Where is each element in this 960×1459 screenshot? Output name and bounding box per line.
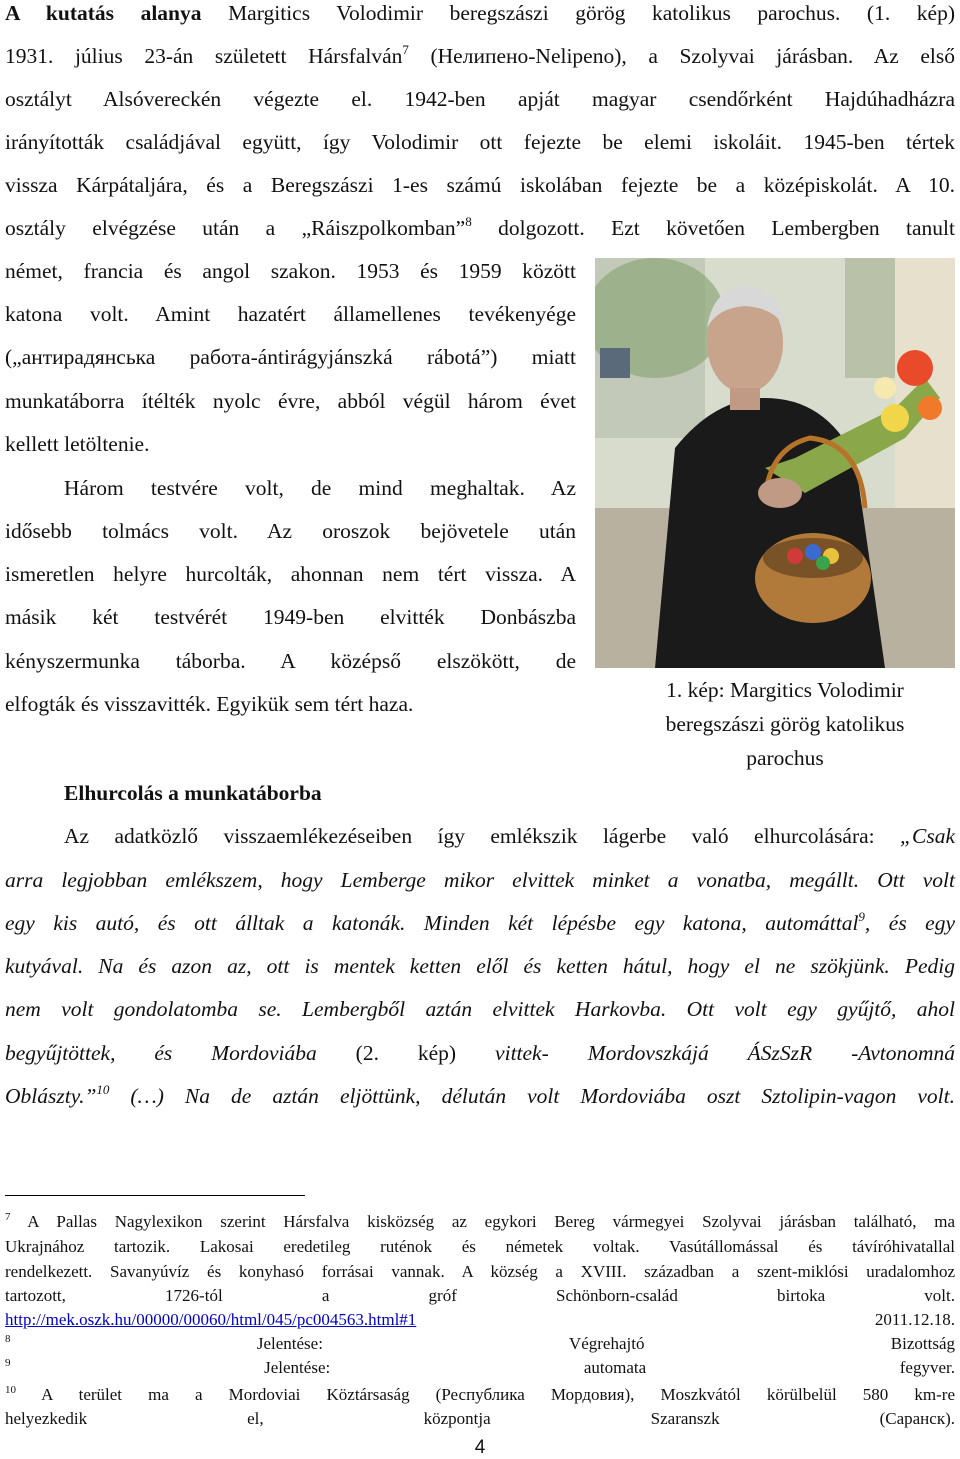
para1-line-5: vissza Kárpátaljára, és a Beregszászi 1-es számú iskolában fejezte be a középiskolát. A 10. bbox=[5, 173, 955, 197]
para3-line-1: Az adatközlő visszaemlékezéseiben így emlékszik lágerbe való elhurcolására: „Csak bbox=[64, 824, 955, 848]
footnote-separator bbox=[5, 1195, 305, 1196]
para2-line-6: elfogták és visszavitték. Egyikük sem tért haza. bbox=[5, 692, 414, 716]
footnote-9: $^9$ Jelentése: automata fegyver. bbox=[5, 1357, 955, 1377]
para2-line-1: Három testvére volt, de mind meghaltak. Az bbox=[64, 476, 576, 500]
footnote-ref-10[interactable]: 10 bbox=[96, 1082, 110, 1097]
footnote-7-line-2: Ukrajnához tartozik. Lakosai eredetileg ruténok és németek voltak. Vasútállomással és távíróhivatallal bbox=[5, 1237, 955, 1256]
para2-line-5: kényszermunka táborba. A középső elszökött, de bbox=[5, 649, 576, 673]
subject-heading: A kutatás alanya bbox=[5, 1, 202, 25]
figure-caption-line-3: parochus bbox=[746, 746, 824, 770]
para1-line-1: A kutatás alanya Margitics Volodimir beregszászi görög katolikus parochus. (1. kép) bbox=[5, 1, 955, 25]
footnote-8: $^8$ Jelentése: Végrehajtó Bizottság bbox=[5, 1333, 955, 1353]
footnote-10-line-1: $^{10}$ A terület ma a Mordoviai Köztársaság (Республика Мордовия), Moszkvától körülbelül 580 km-re bbox=[5, 1384, 955, 1404]
para3-line-7: Oblászty.”$^{10}$ (…) Na de aztán eljöttünk, délután volt Mordoviába oszt Sztolipin-vagon volt. bbox=[5, 1082, 955, 1108]
para2-line-4: másik két testvérét 1949-ben elvitték Donbászba bbox=[5, 605, 576, 629]
para1-line-2: 1931. július 23-án született Hársfalván$^7$ (Нелипено-Nelipeno), a Szolyvai járásban. Az első bbox=[5, 42, 955, 68]
footnote-7-line-3: rendelkezett. Savanyúvíz és konyhasó forrásai vannak. A község a XVIII. században a szent-miklósi uradalomhoz bbox=[5, 1262, 955, 1281]
para3-line-4: kutyával. Na és azon az, ott is mentek ketten elől és ketten hátul, hogy el ne szökjünk. Pedig bbox=[5, 954, 955, 978]
para1-line-6: osztály elvégzése után a „Ráiszpolkomban”$^8$ dolgozott. Ezt követően Lembergben tanult bbox=[5, 214, 955, 240]
portrait-photo bbox=[595, 258, 955, 668]
source-link[interactable]: http://mek.oszk.hu/00000/00060/html/045/pc004563.html#1 bbox=[5, 1310, 417, 1329]
para3-line-6: begyűjtöttek, és Mordoviába (2. kép) vittek- Mordovszkájá ÁSzSzR -Avtonomná bbox=[5, 1041, 955, 1065]
footnote-10-line-2: helyezkedik el, központja Szaranszk (Саранск). bbox=[5, 1409, 955, 1428]
figure-caption-line-2: beregszászi görög katolikus bbox=[665, 712, 905, 736]
footnote-7-line-5: http://mek.oszk.hu/00000/00060/html/045/pc004563.html#1 2011.12.18. bbox=[5, 1310, 955, 1329]
section-heading: Elhurcolás a munkatáborba bbox=[64, 781, 322, 805]
footnote-7-line-4: tartozott, 1726-tól a gróf Schönborn-család birtoka volt. bbox=[5, 1286, 955, 1305]
para2-line-2: idősebb tolmács volt. Az oroszok bejövetele után bbox=[5, 519, 576, 543]
footnote-ref-7[interactable]: 7 bbox=[402, 42, 409, 57]
para1-line-4: irányították családjával együtt, így Volodimir ott fejezte be elemi iskoláit. 1945-ben tértek bbox=[5, 130, 955, 154]
para1-line-7: német, francia és angol szakon. 1953 és 1959 között bbox=[5, 259, 576, 283]
footnote-7-line-1: $^7$ A Pallas Nagylexikon szerint Hársfalva kisközség az egykori Bereg vármegyei Szolyvai járásban található, ma bbox=[5, 1211, 955, 1231]
page-number: 4 bbox=[474, 1437, 486, 1458]
para1-line-3: osztályt Alsóvereckén végezte el. 1942-ben apját magyar csendőrként Hajdúhadházra bbox=[5, 87, 955, 111]
footnote-ref-9[interactable]: 9 bbox=[858, 909, 865, 924]
para3-line-3: egy kis autó, és ott álltak a katonák. Minden két lépésbe egy katona, automáttal$^9$, és egy bbox=[5, 909, 956, 935]
priest-with-easter-basket-image bbox=[595, 258, 955, 668]
para3-line-5: nem volt gondolatomba se. Lembergből aztán elvittek Harkovba. Ott volt egy gyűjtő, ahol bbox=[5, 997, 955, 1021]
para1-line-11: kellett letöltenie. bbox=[5, 432, 150, 456]
para2-line-3: ismeretlen helyre hurcolták, ahonnan nem tért vissza. A bbox=[5, 562, 576, 586]
para1-line-9: („антирадянська работа-ántirágyjánszká rábotá”) miatt bbox=[5, 345, 576, 369]
para1-line-8: katona volt. Amint hazatért államellenes tevékenyége bbox=[5, 302, 576, 326]
footnote-ref-8[interactable]: 8 bbox=[465, 214, 472, 229]
figure-caption-line-1: 1. kép: Margitics Volodimir bbox=[666, 678, 904, 702]
para3-line-2: arra legjobban emlékszem, hogy Lemberge mikor elvittek minket a vonatba, megállt. Ott volt bbox=[5, 868, 955, 892]
para1-line-10: munkatáborra ítélték nyolc évre, abból végül három évet bbox=[5, 389, 576, 413]
